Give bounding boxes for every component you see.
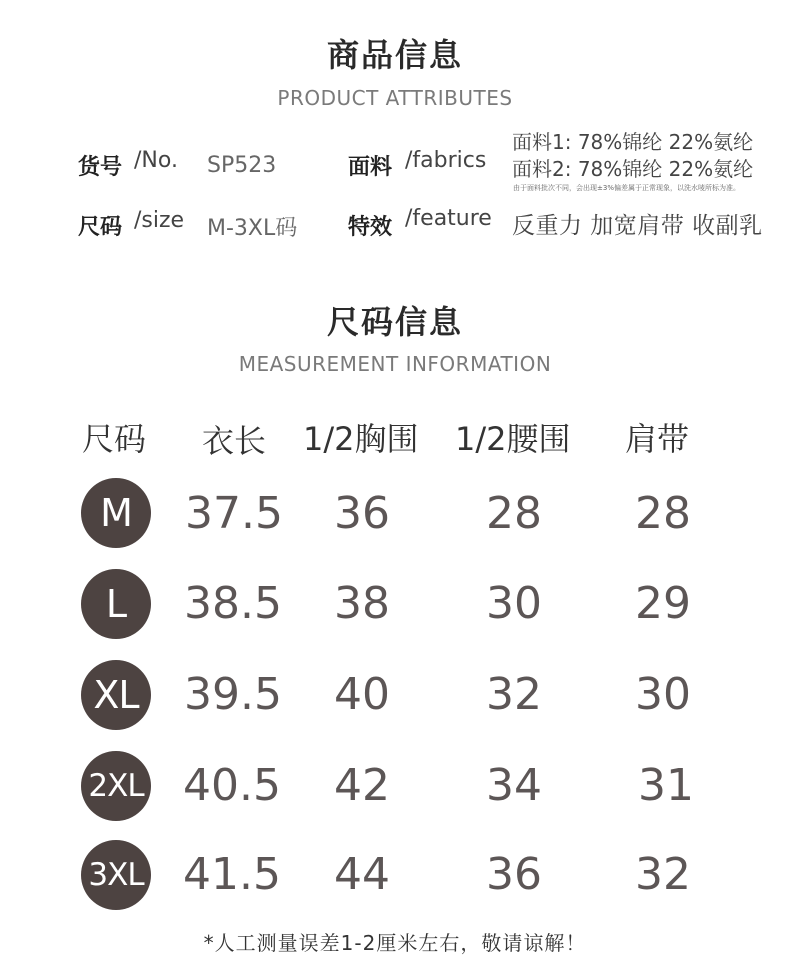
size-badge-2xl: 2XL	[81, 751, 151, 821]
size-badge-xl: XL	[81, 660, 151, 730]
cell-strap: 28	[635, 488, 691, 539]
cell-waist: 28	[486, 488, 542, 539]
measurement-note: *人工测量误差1-2厘米左右，敬请谅解！	[203, 931, 587, 955]
size-badge-m: M	[81, 478, 151, 548]
cell-waist: 30	[486, 578, 542, 629]
measurement-title: 尺码信息	[326, 303, 463, 341]
header-strap: 肩带	[625, 420, 690, 458]
size-badge-l: L	[81, 569, 151, 639]
no-label-en: /No.	[134, 148, 178, 173]
header-length: 衣长	[202, 422, 267, 460]
header-size: 尺码	[82, 420, 147, 458]
cell-chest: 44	[334, 849, 390, 900]
cell-length: 39.5	[184, 669, 282, 720]
cell-chest: 40	[334, 669, 390, 720]
product-subtitle: PRODUCT ATTRIBUTES	[277, 86, 513, 110]
cell-chest: 36	[334, 488, 390, 539]
cell-waist: 36	[486, 849, 542, 900]
header-chest: 1/2胸围	[303, 420, 419, 458]
size-label-en: /size	[134, 208, 185, 233]
fabric-line-1: 面料1: 78%锦纶 22%氨纶	[512, 130, 754, 154]
cell-waist: 32	[486, 669, 542, 720]
size-label-zh: 尺码	[78, 215, 123, 240]
fabric-line-2: 面料2: 78%锦纶 22%氨纶	[512, 157, 754, 181]
measurement-subtitle: MEASUREMENT INFORMATION	[238, 352, 552, 376]
no-label-zh: 货号	[78, 155, 123, 180]
cell-waist: 34	[486, 760, 542, 811]
cell-strap: 30	[635, 669, 691, 720]
cell-chest: 38	[334, 578, 390, 629]
header-waist: 1/2腰围	[455, 420, 571, 458]
fabric-note: 由于面料批次不同，会出现±3%偏差属于正常现象，以洗水唛所标为准。	[513, 184, 740, 192]
cell-length: 40.5	[183, 760, 281, 811]
feature-label-zh: 特效	[348, 215, 393, 240]
cell-strap: 29	[635, 578, 691, 629]
cell-length: 41.5	[183, 849, 281, 900]
cell-strap: 31	[638, 760, 694, 811]
no-value: SP523	[207, 153, 277, 178]
size-value: M-3XL码	[207, 216, 298, 241]
cell-chest: 42	[334, 760, 390, 811]
feature-value: 反重力 加宽肩带 收副乳	[512, 213, 763, 239]
fabrics-label-en: /fabrics	[405, 148, 487, 173]
fabrics-label-zh: 面料	[348, 155, 393, 180]
cell-length: 38.5	[184, 578, 282, 629]
cell-length: 37.5	[185, 488, 283, 539]
size-badge-3xl: 3XL	[81, 840, 151, 910]
feature-label-en: /feature	[405, 206, 492, 231]
cell-strap: 32	[635, 849, 691, 900]
product-title: 商品信息	[326, 36, 463, 74]
